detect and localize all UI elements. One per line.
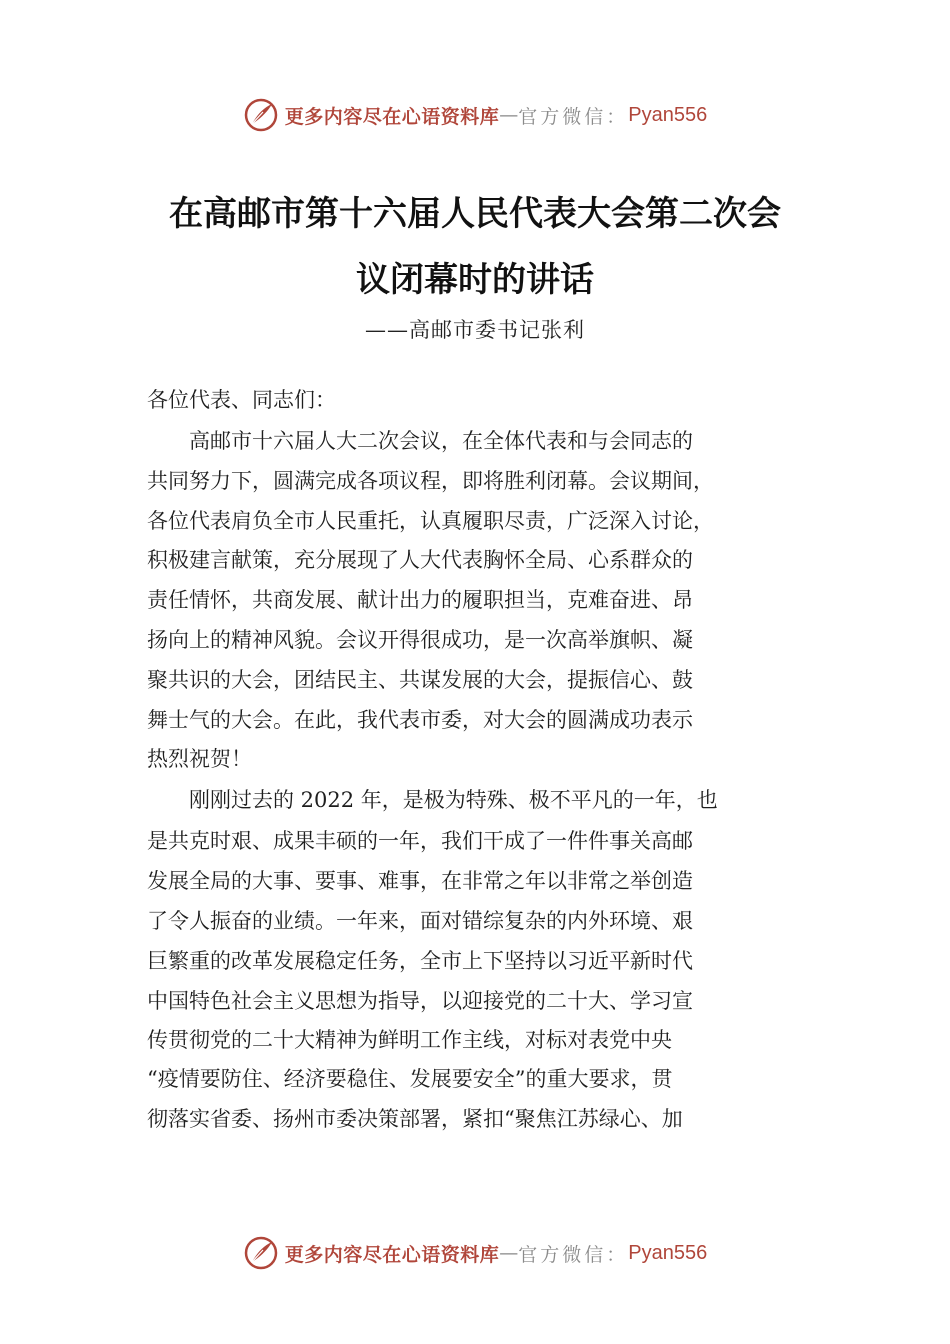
banner-wechat-label: 官方微信： [518,1243,629,1266]
body-line: 了令人振奋的业绩。一年来，面对错综复杂的内外环境、艰 [147,909,693,933]
header-banner [0,95,950,135]
body-line: 中国特色社会主义思想为指导，以迎接党的二十大、学习宣 [147,989,693,1013]
banner-wechat-label: 官方微信： [518,105,629,128]
banner-text: 更多内容尽在心语资料库 [284,105,500,128]
feather-pen-logo-icon [243,1235,279,1271]
banner-wechat-id: Pyan556 [628,103,708,126]
body-line: 热烈祝贺！ [147,747,252,771]
body-line: “疫情要防住、经济要稳住、发展要安全”的重大要求，贯 [147,1067,673,1091]
banner-separator: — [499,1242,519,1264]
banner-wechat-id: Pyan556 [628,1241,708,1264]
body-line: 积极建言献策，充分展现了人大代表胸怀全局、心系群众的 [147,548,693,572]
body-line: 高邮市十六届人大二次会议，在全体代表和与会同志的 [147,429,693,453]
footer-banner [0,1233,950,1273]
document-byline: ——高邮市委书记张利 [365,318,585,342]
feather-pen-logo-icon [243,97,279,133]
body-line: 聚共识的大会，团结民主、共谋发展的大会，提振信心、鼓 [147,668,693,692]
body-line: 发展全局的大事、要事、难事，在非常之年以非常之举创造 [147,869,693,893]
document-title-line1: 在高邮市第十六届人民代表大会第二次会 [169,194,781,234]
body-line: 是共克时艰、成果丰硕的一年，我们干成了一件件事关高邮 [147,829,693,853]
banner-separator: — [499,104,519,126]
body-line: 彻落实省委、扬州市委决策部署，紧扣“聚焦江苏绿心、加 [147,1107,683,1131]
body-line: 巨繁重的改革发展稳定任务，全市上下坚持以习近平新时代 [147,949,693,973]
body-line: 传贯彻党的二十大精神为鲜明工作主线，对标对表党中央 [147,1028,672,1052]
document-title-line2: 议闭幕时的讲话 [356,260,594,300]
body-line: 共同努力下，圆满完成各项议程，即将胜利闭幕。会议期间， [147,469,714,493]
body-line: 刚刚过去的 2022 年，是极为特殊、极不平凡的一年，也 [147,788,718,812]
body-line: 扬向上的精神风貌。会议开得很成功，是一次高举旗帜、凝 [147,628,693,652]
salutation: 各位代表、同志们： [147,388,336,412]
body-line: 责任情怀，共商发展、献计出力的履职担当，克难奋进、昂 [147,588,693,612]
body-line: 各位代表肩负全市人民重托，认真履职尽责，广泛深入讨论， [147,509,714,533]
banner-text: 更多内容尽在心语资料库 [284,1243,500,1266]
body-line: 舞士气的大会。在此，我代表市委，对大会的圆满成功表示 [147,708,693,732]
